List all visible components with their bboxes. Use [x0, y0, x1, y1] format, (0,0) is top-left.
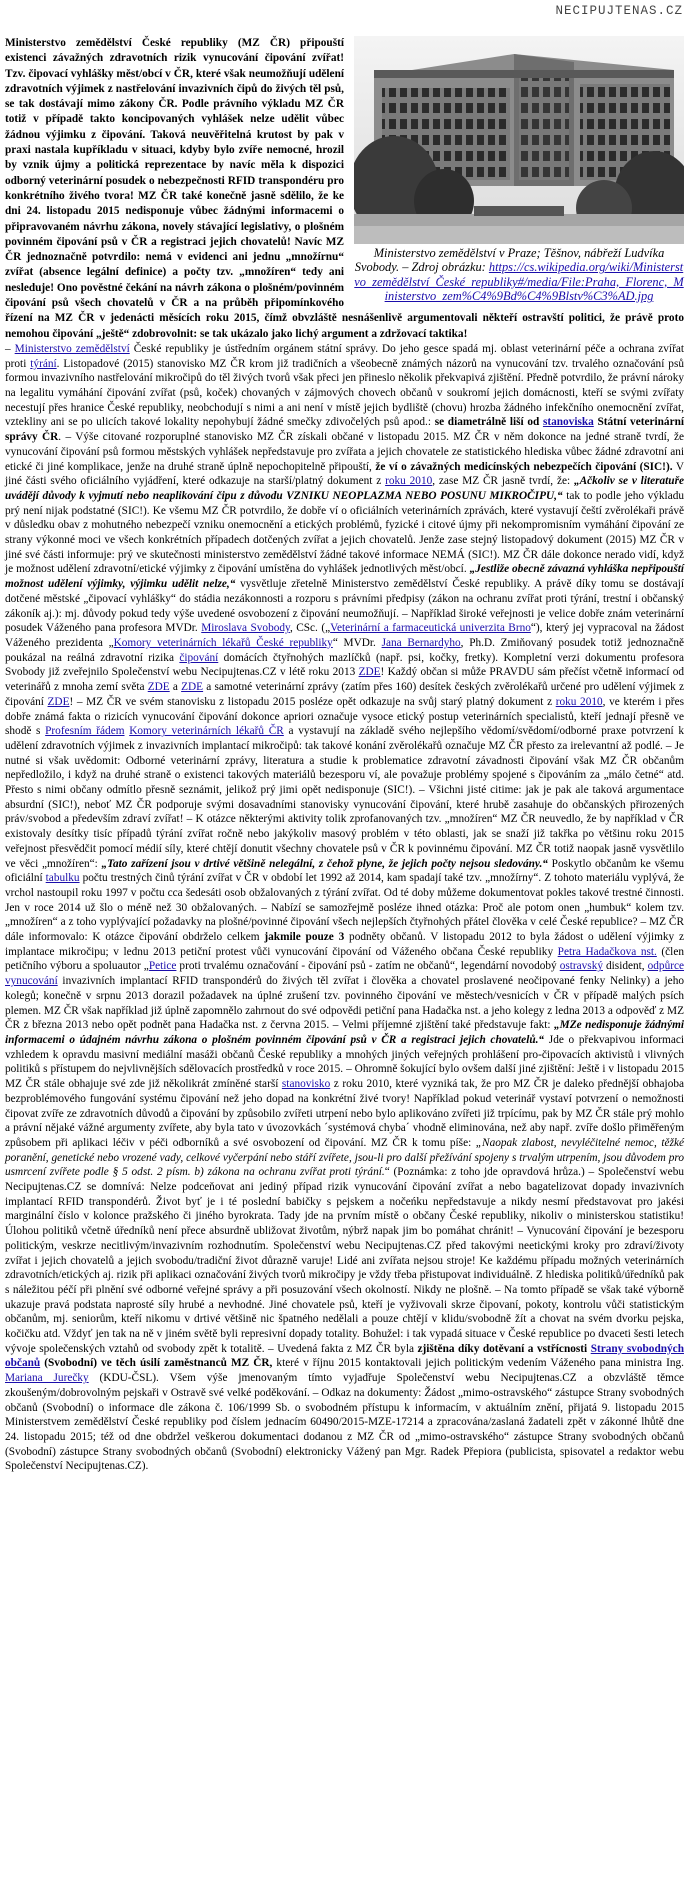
link-tabulka[interactable]: tabulku	[45, 872, 80, 885]
link-odpurce[interactable]: odpůrce vynucování	[5, 960, 685, 988]
link-petice[interactable]: Petice	[148, 960, 177, 973]
link-svs-stanovisko[interactable]: stanoviska	[542, 416, 594, 429]
link-roku-2010-b[interactable]: roku 2010	[555, 695, 603, 708]
link-svoboda[interactable]: Miroslava Svobody	[201, 622, 290, 635]
article	[5, 36, 684, 1474]
figure-caption	[354, 246, 684, 304]
link-stanovisko[interactable]: stanovisko	[281, 1078, 331, 1091]
link-jurecka[interactable]: Mariana Jurečky	[5, 1372, 89, 1385]
link-profesni-rad[interactable]: Profesním řádem	[45, 725, 125, 738]
link-kvl[interactable]: Komory veterinárních lékařů České republiky	[113, 637, 333, 649]
article-body: – Ministerstvo zemědělství České republiky je ústředním orgánem státní správy. Do jeho gesce spadá mj. oblast veterinární péče a ochrana zvířat proti týrání. Listopadové (2015) stanovisko MZ ČR krom již tradičních a všeobecně známých názorů na vynucování tzv. trvalého označování psů formou invazivního nastřelování mikročipů do těl živých tvorů však přeci jen přineslo několik překvapivá zjištění. Předně potvrdilo, že právní nároky na legalitu vymáhání čipování zvířat (psů, koček) chovaných v zájmových chovech občanů v soukromí jejich domácnosti, kteří se svými zvířaty necestují přes hranice České republiky, neobchodují s nimi a ani není v místě jejich bydliště (chovu) hrozba žádného infekčního onemocnění zvířat, vztekliny ani se po ulicích takové lokality nepohybují žádné smečky zdivočelých psů apod.: se diametrálně liší od stanoviska Státní veterinární správy ČR. – Výše citované rozporuplné stanovisko MZ ČR získali občané v listopadu 2015. MZ ČR v něm dokonce na jedné straně tvrdí, že vynucování čipování psů formou městských vyhlášek nepředstavuje pro zvířata a jejich chovatele ze statistického hlediska vůbec žádné zdravotní ani etické či jiné komplikace, jenže na druhé straně úplně nepochopitelně připouští, že ví o závažných medicínských nebezpečích čipování (SIC!). V jiné části svého oficiálního vyjádření, které odkazuje na starší/platný dokument z roku 2010, zase MZ ČR jasně tvrdí, že: „Ačkoliv se v literatuře uvádějí důvody k vyjmutí nebo neaplikování čipu z důvodu VZNIKU NEOPLAZMA NEBO POSUNU MIKROČIPU,“ tak to podle jeho výkladu prý není nijak podstatné (SIC!). Ke všemu MZ ČR potvrdilo, že dobře ví o oficiálních veterinárních zprávách, které vystavují čeští zvěrolékaři právě v důsledku obav z mohutného nebezpečí vzniku onemocnění a etických problémů, fyzické i citové újmy při nekompromisním vymáhání čipování ze strany výkonné moci ve všech konkrétních případech dotčených zvířat a jejich chovatelů. Jenže zase stejný listopadový dokument (2015) MZ ČR v jiné své části informuje: prý ve skutečnosti ministerstvo zemědělství žádné takové informace NEMÁ (SIC!). MZ ČR dále dokonce nerado vidí, když je možnost udělení zdravotní/etické výjimky z čipování umístěna do vyhlášek jednotlivých měst/obcí. „Jestliže obecně závazná vyhláška nepřipouští možnost udělení výjimky, výjimku udělit nelze,“ vysvětluje zřetelně Ministerstvo zemědělství České republiky. A právě díky tomu se dostávají dotčené městské „čipovací vyhlášky“ do stádia nezákonnosti a rozporu s právními předpisy (zákon na ochranu zvířat proti týrání, trestní i občanský zákoník aj.): mj. důvody pokud tedy výše uvedené osvobození z čipování neumožňují. – Například široké veřejnosti je velice dobře znám veterinární posudek Váženého pana profesora MVDr. Miroslava Svobody, CSc. („Veterinární a farmaceutická univerzita Brno“), který jej vypracoval na žádost Váženého prezidenta „Komory veterinárních lékařů České republiky“ MVDr. Jana Bernardyho, Ph.D. Zmiňovaný posudek totiž jednoznačně poukázal na reálná zdravotní rizika čipování domácích čtyřnohých mazlíčků (např. psi, kočky, fretky). Kompletní verzi dokumentu profesora Svobody již zveřejnilo Společenství webu Necipujtenas.CZ v létě roku 2013 ZDE! Každý občan si může PRAVDU sám přečíst včetně informací od veterinářů z mnoha zemí světa ZDE a ZDE a samotné veterinární zprávy (zatím přes 160) desítek českých zvěrolékařů určené pro udělení výjimek z čipování ZDE! – MZ ČR ve svém stanovisku z listopadu 2015 poslézе opět odkazuje na svůj starý platný dokument z roku 2010, ve kterém i přes dobře známá fakta o rizicích vynucování čipování dokonce apriori označuje vysoce etický postup veterinárních specialistů, kteří jednají přesně ve shodě s Profesním řádem Komory veterinárních lékařů ČR a vystavují na základě svého nejlepšího vědomí/svědomí/odborné praxe potvrzení k udělení zdravotních výjimek z invazivních implantací mikročipů: tak takové konání zvěrolékařů označuje MZ ČR přesto za irelevantní až podlé. – Je nutné si však uvědomit: Odborné veterinární zprávy, literatura a studie k problematice zdravotní závadnosti čipování však MZ ČR občanům nepředložilo, i když na druhé straně o existenci takových materiálů bezesporu ví, ale považuje problémy spojené s čipováním za „málo četné“ atd. Přesto s nimi občany odmítlo přesně seznámit, jelikož prý jimi opět nedisponuje (SIC!). – Všichni jisté citime: jak je pak ale taková argumentace absurdní (SIC!), neboť MZ ČR podporuje svými dosavadními stanovisky vynucování čipování, které hrubě zasahuje do občanských přirozených práv/svobod a především zdraví zvířat! – K otázce některými aktivity tolik zprofanovaných tzv. „množíren“ MZ ČR neuvedlo, že by například v ČR existovaly desítky tisíc případů týrání zvířat ročně nebo jakýkoliv masový problém v této oblasti, jak se snaží již takřka po většinu roku 2015 veřejnost přesvědčit pomocí médií síly, které chtějí donutit všechny chovatele psů v ČR k povinnému čipování. MZ ČR totiž naopak jasně vysvětlilo ve věci „množíren“: „Tato zařízení jsou v drtivé většině nelegální, z čehož plyne, že jejich počty nejsou sledovány.“ Poskytlo občanům ke všemu oficiální tabulku počtu trestných činů týrání zvířat v ČR v období let 1992 až 2014, kam spadají také tzv. „množírny“. Z tohoto materiálu vyplývá, že vrchol nastoupil roku 1997 v počtu cca šedesáti osob obžalovaných z týrání zvířat. Od té doby můžeme dokumentovat pokles takové trestné činnosti. Jen v roce 2014 už šlo o méně než 30 obžalovaných. – Nabízí se samozřejmě posléze ihned otázka: Proč ale potom onen „humbuk“ kolem tzv. „množíren“ a z toho vyplývající požadavky na plošné/povinné čipování všech nejlepších čtyřnohých přátel člověka v celé České republice? – MZ ČR dále informovalo: K otázce čipování obdrželo celkem jakmile pouze 3 podněty občanů. V listopadu 2012 to byla žádost o udělení výjimky z implantace mikročipu; v lednu 2013 petiční protest vůči vynucování čipování od Váženého občana České republiky Petra Hadačkova nst. (člen petičního výboru a spoluautor „Petice proti trvalému označování - čipování psů - zatím ne občanů“, legendární novodobý ostravský disident, odpůrce vynucování invazivních implantací RFID transpondérů do živých těl zvířat i člověka a chovatel proslavené neočipované fenky Nelinky) a jeho kolegů; konečně v srpnu 2013 dorazil požadavek na úplné zrušení tzv. povinného čipování ve městech/vesnicích v ČR v případě malých psích plemen. MZ ČR však například již úplně zapomnělo zahrnout do své odpovědi petiční pana Hadačka nst. a jeho kolegy z ledna 2013 a odpověď z MZ ČR z března 2013 nebo opět podnět pana Hadačka nst. z června 2015. – Velmi příjemné zjištění také představuje fakt: „MZe nedisponuje žádnými informacemi o údajném návrhu zákona o plošném povinném čipování psů v ČR a registraci jejich chovatelů.“ Jde o překvapivou informaci vzhledem k opravdu masivní mediální masáži občanů České republiky a mnohých jiných veřejných prohlášení pro-čipovacích aktivistů i vlivných politiků s přístupem do nejvlivnějších sdělovacích prostředků v roce 2015. – Ohromně šokující bylo ovšem další jiné zjištění: Ještě i v listopadu 2015 MZ ČR stále obhajuje své zde již několikrát zmíněné starší stanovisko z roku 2010, které vyzniká tak, že pro MZ ČR je daleko přednější obhajoba bezproblémového fungování systému čipování než jeho dopad na konkrétní živé tvory! Například pokud veterinář vystaví potvrzení o nemožnosti čipovat zvíře ze zdravotních důvodů a čipování by způsobilo zvířeti utrpení nebo bylo aplikováno zvířeti již trpícímu, pak by MZ ČR stále prý mohlo a právní nějaké vážné argumenty zvířete, aby byla tato v úvozovkách ´systémová chyba´ vhodně eliminována, než aby např. zvíře došlo přiměřeným způsobem při aplikaci léčiv v péči odborníků a své osvobození od čipování. MZ ČR k tomu píše: „Naopak zlabost, nevyléčitelné nemoc, těžké poranění, genetické nebo vrozené vady, celkové vyčerpání nebo stáří zvířete, jsou-li pro další přežívání spojeny s trvalým utrpením, jsou důvodem pro usmrcení zvířete podle § 5 odst. 2 písm. b) zákona na ochranu zvířat proti týrání.“ (Poznámka: z toho jde opravdová hrůza.) – Společenství webu Necipujtenas.CZ se domnívá: Nelze podceňovat ani jediný případ rizik vynucování čipování zvířat a nebo bagatelizovat dopady invazivních implantací RFID transpondérů. Život byť je i té poslední babičky s pejskem a nočeńku nepředstavuje a nikdy nesmí představovat pro jakési marginální číslo v kolonce pražského či jiného byrokrata. Tady jde na prvním místě o občany České republiky, nikoliv o ministerskou statistiku! Úlohou politiků včetně úředníků není přece absurdně ubližovat životům, nýbrž napak jim bo pomáhat chránit! – Vynucování čipování je bezesporu politickým, veskrze necitlivým/invazivním rozhodnutím. Společenství webu Necipujtenas.CZ před takovými neetickými kroky pro zdraví/životy zvířat i jejich chovatelů a jejich svobodu/tradiční život důrazně varuje! Lidé ani zvířata nejsou stroje! Ke každému případu možných veterinárních zdravotních/etických aj. rizik při aplikaci označování živých tvorů mikročipy je vždy třeba přistupovat individuálně. Z hlediska politiků/úředníků pak s náležitou péčí při plnění své odborné veřejné správy a při posuzování všech okolností. Nikdy ne plošně. – Na tomto případě se však také výborně ukazuje pravá podstata naprosté síly hrubé a nevhodné. Jiné chovatele psů, kteří je vyživovali skrze čipovaní, pokoty, kontrolu vůči statistickým občanům, mj. seniorům, kteří nikomu v drtivé většině nic špatného nedělali a pouze chtějí v klidu/svobodně žít a chovat na svém dvorku pejska, kočičku atd. Vždyť jen tak na ně v jiném světě byli represivní dopady totality. Bohužel: i tak vypadá situace v České republice po dvaceti šesti letech vývoje společenských vztahů od svobody zpět k totalitě. – Uvedená fakta z MZ ČR byla zjištěna díky dotěvaní a vstřícnosti Strany svobodných občanů (Svobodní) ve těch úsilí zaměstnanců MZ ČR, které v říjnu 2015 kontaktovali jejich politickým vedením Váženého pana ministra Ing. Mariana Jurečky (KDU-ČSL). Všem výše jmenovaným tímto vyjadřuje Společenství webu Necipujtenas.CZ a obzvláště těmce zkoušeným/dobrovolným pejskaři v Ostravě své velké poděkování. – Odkaz na dokumenty: Žádost „mimo-ostravského“ zástupce Strany svobodných občanů (Svobodní) o informace dle zákona č. 106/1999 Sb. o svobodném přístupu k informacím, v aktuálním znění, přijatá 9. listopadu 2015 Ministerstvem zemědělství České republiky pod číslem jednacím 60490/2015-MZE-17214 a zpracována/zaslaná žadateli zpět v zákonné lhůtě dne 24. listopadu 2015; též od dne obdržel veškerou dokumentaci dodanou z MZ ČR od „mimo-ostravského“ zástupce Strany svobodných občanů (Svobodní) zástupce Strany svobodných občanů (Svobodní) elektronicky Vážený pan Mgr. Radek Přepiora (publicista, spisovatel a redaktor webu Společenství Necipujtenas.CZ).	[5, 342, 685, 1473]
caption-text: Ministerstvo zemědělství v Praze; Těšnov, nábřeží Ludvíka Svobody. – Zdroj obrázku:	[354, 246, 665, 275]
link-vfu-brno[interactable]: Veterinární a farmaceutická univerzita Brno	[330, 622, 531, 635]
link-ostravsky[interactable]: ostravský	[559, 960, 603, 973]
link-zde-4[interactable]: ZDE	[47, 695, 70, 708]
link-ministry[interactable]: Ministerstvo zemědělství	[14, 342, 130, 355]
site-watermark: NECIPUJTENAS.CZ	[555, 4, 683, 18]
link-zde-2[interactable]: ZDE	[147, 681, 170, 694]
link-bernardy[interactable]: Jana Bernardyho	[381, 637, 461, 649]
article-figure	[354, 36, 684, 304]
caption-source-link[interactable]: https://cs.wikipedia.org/wiki/Ministerstvo_zemědělství_České_republiky#/media/File:Praha,_Florenc,_Ministerstvo_zem%C4%9Bd%C4%9Blstv%C3%AD.jpg	[354, 260, 684, 304]
link-tyrani[interactable]: týrání	[30, 357, 57, 370]
link-cipovani[interactable]: čipování	[179, 651, 219, 664]
link-zde-1[interactable]: ZDE	[358, 666, 381, 679]
link-kvl-2[interactable]: Komory veterinárních lékařů ČR	[129, 725, 284, 738]
link-svobodni[interactable]: Strany svobodných občanů	[5, 1342, 684, 1370]
link-zde-3[interactable]: ZDE	[181, 681, 204, 694]
ministry-building-photo	[354, 36, 684, 244]
link-hadacek[interactable]: Petra Hadačkova nst.	[557, 945, 657, 958]
article-lead: Ministerstvo zemědělství České republiky (MZ ČR) připouští existenci závažných zdravotních rizik vynucování čipování zvířat! Tzv. čipovací vyhlášky měst/obcí v ČR, které však neumožňují udělení zdravotních výjimek z nastřelování invazivních čipů do živých těl psů, se tak dostávají mimo zákony ČR. Podle právního výkladu MZ ČR totiž v případě takto koncipovaných vyhlášek nelze udělit vůbec žádnou výjimku z čipování. Taková neuvěřitelná krutost by pak v praxi nastala kupříkladu v situaci, kdyby bylo zvíře nemocné, hrozil by vznik újmy a politická reprezentace by navíc měla k dispozici odborný veterinární posudek o nebezpečnosti RFID transpondéru pro konkrétního živého tvora! MZ ČR také konečně jasně sdělilo, že ke dni 24. listopadu 2015 nedisponuje vůbec žádnými informacemi o připravovaném návrhu zákona, novely stávající legislativy, o plošném povinném čipování psů v ČR a registraci jejich chovatelů! Navíc MZ ČR jednoznačně potvrdilo: nemá v evidenci ani jednu „množírnu“ zvířat (absence legální definice) a počty tzv. „množíren“ tedy ani nesleduje! Ono pověstné čekání na návrh zákona o plošném/povinném čipování psů všech chovatelů v ČR a na průběh připomínkového řízení na MZ ČR v jedenácti měsících roku 2015, čímž obvzláště nesnášenlivě argumentovali někteří ostravští politici, že právě proto nemohou čipování „ještě“ zdobrovolnit: se tak ukázalo jako lichý argument a zdržovací taktika!	[5, 37, 684, 340]
link-roku-2010[interactable]: roku 2010	[385, 475, 433, 488]
